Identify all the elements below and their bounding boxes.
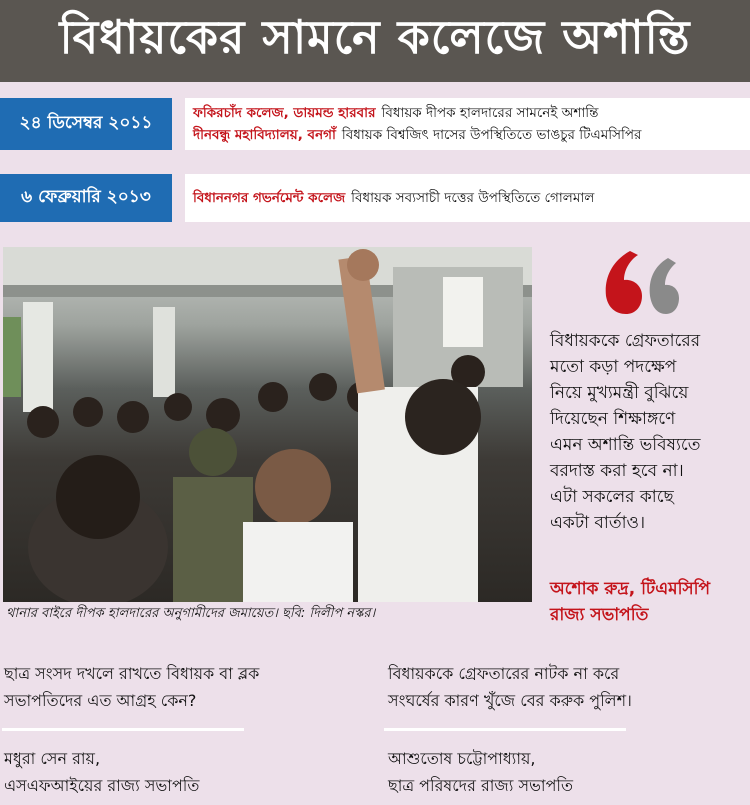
incident-date-1: ২৪ ডিসেম্বর ২০১১ — [0, 98, 172, 150]
event-detail: বিধায়ক বিশ্বজিৎ দাসের উপস্থিতিতে ভাঙচুর টিএমসিপির — [341, 127, 642, 143]
statement-right-author — [388, 745, 573, 799]
crowd-photo-illustration — [3, 247, 532, 602]
divider — [2, 728, 244, 731]
crowd-photo — [3, 247, 532, 602]
author-line: মধুরা সেন রায়, — [4, 749, 101, 768]
event-venue: দীনবন্ধু মহাবিদ্যালয়, বনগাঁ — [193, 127, 336, 143]
quote-author — [550, 576, 748, 628]
incident-events-1 — [185, 98, 750, 150]
author-line: ছাত্র পরিষদের রাজ্য সভাপতি — [388, 776, 574, 795]
pull-quote — [550, 328, 748, 536]
event-line — [193, 102, 750, 124]
quote-author-line: রাজ্য সভাপতি — [550, 605, 649, 625]
quote-line: একটা বার্তাও। — [550, 513, 646, 533]
quote-line: দিয়েছেন শিক্ষাঙ্গণে — [550, 409, 676, 429]
incident-date-2: ৬ ফেব্রুয়ারি ২০১৩ — [0, 174, 172, 222]
photo-caption: থানার বাইরে দীপক হালদারের অনুগামীদের জমায়েত। ছবি: দিলীপ নস্কর। — [6, 606, 376, 621]
event-detail: বিধায়ক সব্যসাচী দত্তের উপস্থিতিতে গোলমাল — [351, 190, 595, 206]
author-line: এসএফআইয়ের রাজ্য সভাপতি — [4, 776, 200, 795]
incident-events-2 — [185, 174, 750, 222]
quote-line: বিধায়ককে গ্রেফতারের — [550, 331, 701, 351]
author-line: আশুতোষ চট্টোপাধ্যায়, — [388, 749, 536, 768]
headline: বিধায়কের সামনে কলেজে অশান্তি — [0, 0, 750, 82]
event-venue: ফকিরচাঁদ কলেজ, ডায়মন্ড হারবার — [193, 105, 376, 121]
event-detail: বিধায়ক দীপক হালদারের সামনেই অশান্তি — [381, 105, 599, 121]
statement-line: বিধায়ককে গ্রেফতারের নাটক না করে — [388, 664, 620, 683]
statement-line: সংঘর্ষের কারণ খুঁজে বের করুক পুলিশ। — [388, 691, 632, 710]
event-line — [193, 124, 750, 146]
quote-line: এমন অশান্তি ভবিষ্যতে — [550, 435, 701, 455]
quote-line: বরদাস্ত করা হবে না। — [550, 461, 684, 481]
divider — [384, 728, 626, 731]
quote-line: এটা সকলের কাছে — [550, 487, 674, 507]
quote-line: নিয়ে মুখ্যমন্ত্রী বুঝিয়ে — [550, 383, 689, 403]
statement-line: সভাপতিদের এত আগ্রহ কেন? — [4, 691, 197, 710]
statement-left — [4, 660, 259, 714]
event-line — [193, 187, 750, 209]
event-venue: বিধাননগর গভর্নমেন্ট কলেজ — [193, 190, 346, 206]
statement-line: ছাত্র সংসদ দখলে রাখতে বিধায়ক বা ব্লক — [4, 664, 260, 683]
quote-line: মতো কড়া পদক্ষেপ — [550, 357, 677, 377]
quote-author-line: অশোক রুদ্র, টিএমসিপি — [550, 579, 711, 599]
statement-right — [388, 660, 632, 714]
quote-mark-icon — [600, 246, 680, 320]
statement-left-author — [4, 745, 199, 799]
